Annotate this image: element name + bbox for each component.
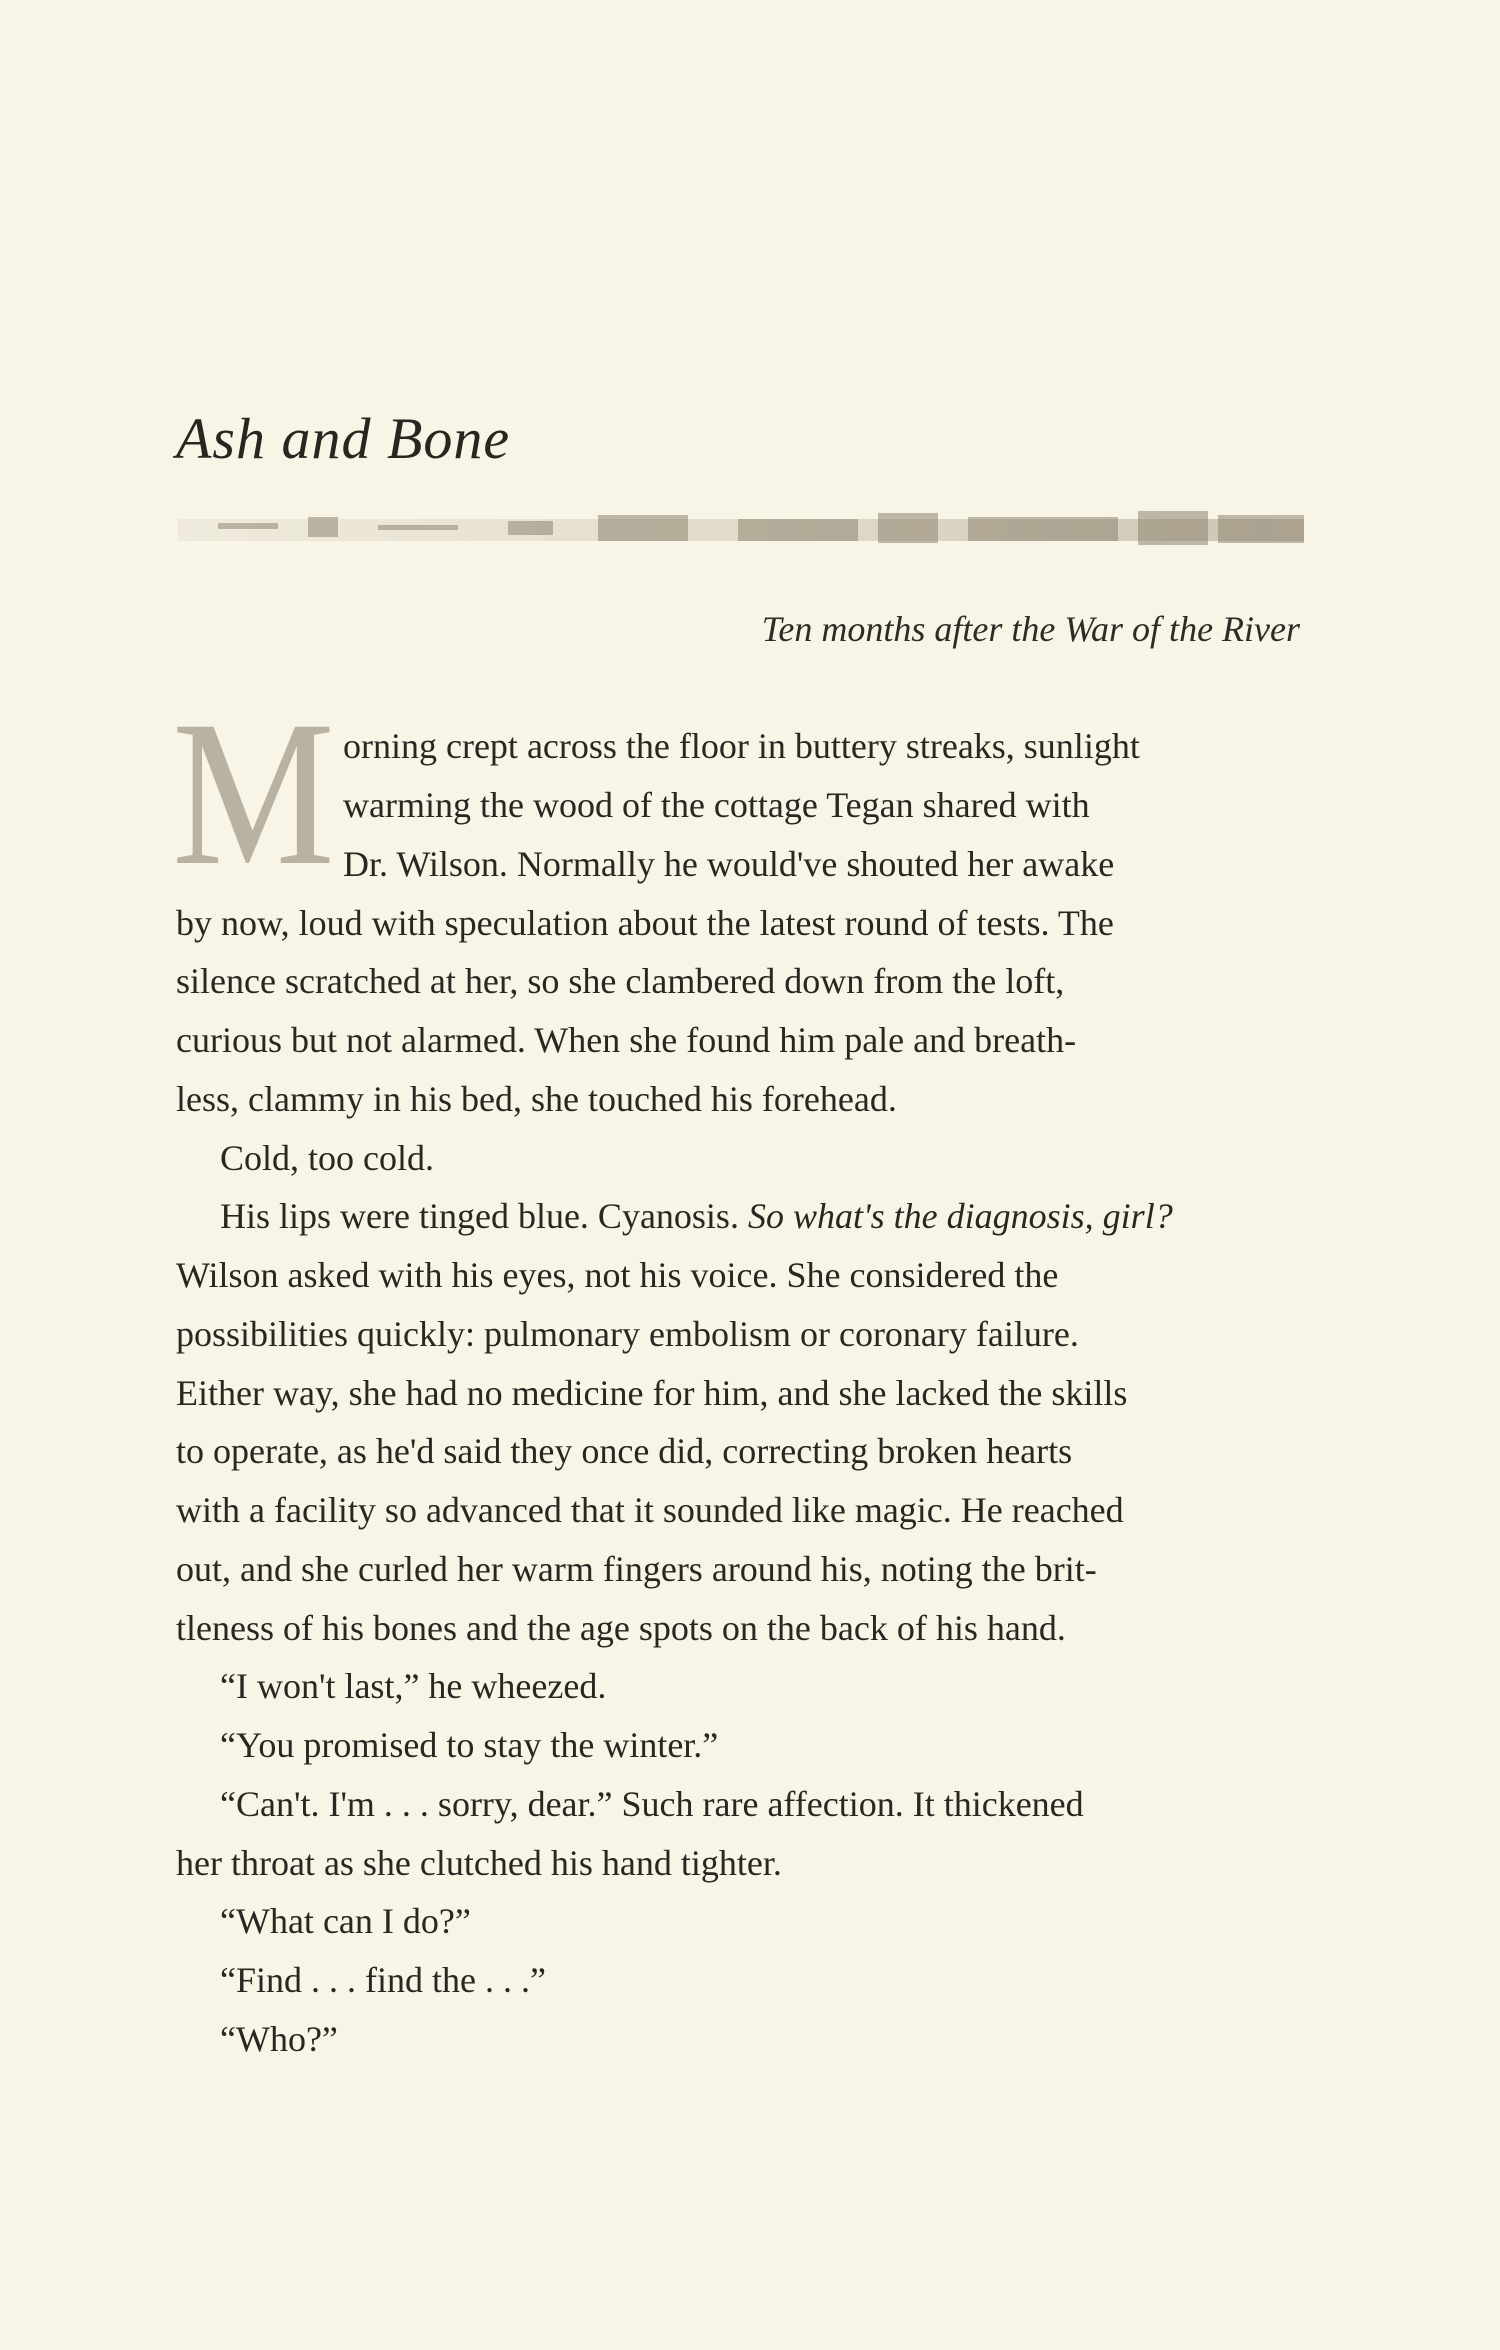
body-line: “I won't last,” he wheezed. — [220, 1666, 607, 1706]
body-line: silence scratched at her, so she clambered down from the loft, — [176, 961, 1065, 1001]
body-line: by now, loud with speculation about the latest round of tests. The — [176, 903, 1114, 943]
body-line: Cold, too cold. — [220, 1138, 434, 1178]
body-line: “What can I do?” — [220, 1901, 471, 1941]
body-line: warming the wood of the cottage Tegan shared with — [343, 785, 1090, 825]
body-line: “Find . . . find the . . .” — [220, 1960, 546, 2000]
italic-thought: So what's the diagnosis, girl? — [747, 1196, 1173, 1236]
body-line — [220, 1196, 1173, 1236]
body-line: curious but not alarmed. When she found him pale and breath- — [176, 1020, 1077, 1060]
body-line: with a facility so advanced that it sounded like magic. He reached — [176, 1490, 1124, 1530]
chapter-title: Ash and Bone — [176, 406, 511, 471]
body-line: Either way, she had no medicine for him, and she lacked the skills — [176, 1373, 1128, 1413]
body-line: “Can't. I'm . . . sorry, dear.” Such rare affection. It thickened — [220, 1784, 1084, 1824]
body-line: “Who?” — [220, 2019, 338, 2059]
decorative-rule — [178, 503, 1304, 559]
drop-cap: M — [172, 678, 335, 908]
body-line: Wilson asked with his eyes, not his voice. She considered the — [176, 1255, 1059, 1295]
body-line: “You promised to stay the winter.” — [220, 1725, 719, 1765]
body-line: tleness of his bones and the age spots on the back of his hand. — [176, 1608, 1066, 1648]
body-line: out, and she curled her warm fingers around his, noting the brit- — [176, 1549, 1097, 1589]
body-line: her throat as she clutched his hand tighter. — [176, 1843, 782, 1883]
body-text: His lips were tinged blue. Cyanosis. — [220, 1196, 739, 1236]
body-line: less, clammy in his bed, she touched his forehead. — [176, 1079, 897, 1119]
body-line: to operate, as he'd said they once did, correcting broken hearts — [176, 1431, 1073, 1471]
body-line: orning crept across the floor in buttery streaks, sunlight — [343, 726, 1140, 766]
body-line: possibilities quickly: pulmonary embolism or coronary failure. — [176, 1314, 1079, 1354]
chapter-epigraph: Ten months after the War of the River — [761, 609, 1300, 649]
body-line: Dr. Wilson. Normally he would've shouted her awake — [343, 844, 1115, 884]
